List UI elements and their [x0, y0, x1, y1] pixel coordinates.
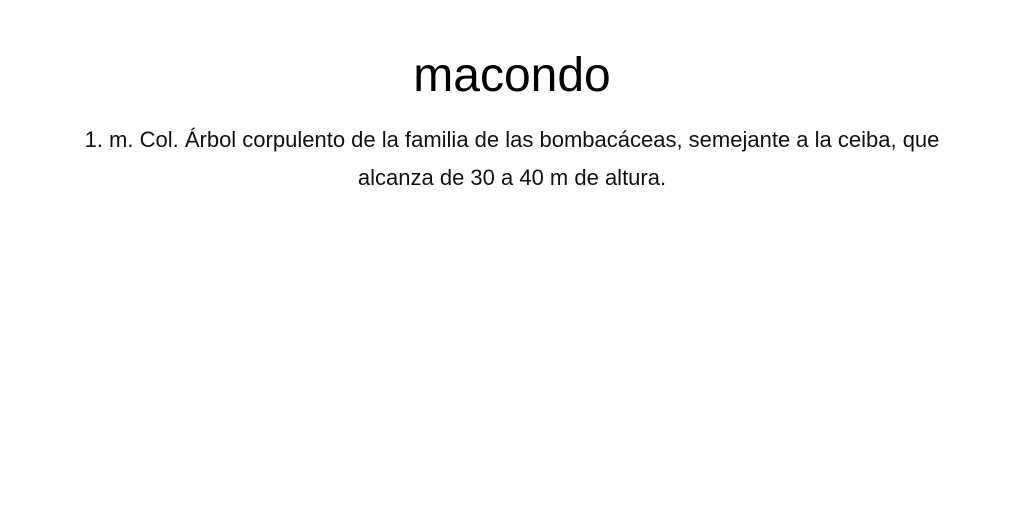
headword-title: macondo — [413, 49, 611, 102]
dictionary-entry — [0, 0, 1024, 197]
definition-text: 1. m. Col. Árbol corpulento de la familia de las bombacáceas, semejante a la ceiba, que alcanza de 30 a 40 m de altura. — [84, 127, 940, 190]
